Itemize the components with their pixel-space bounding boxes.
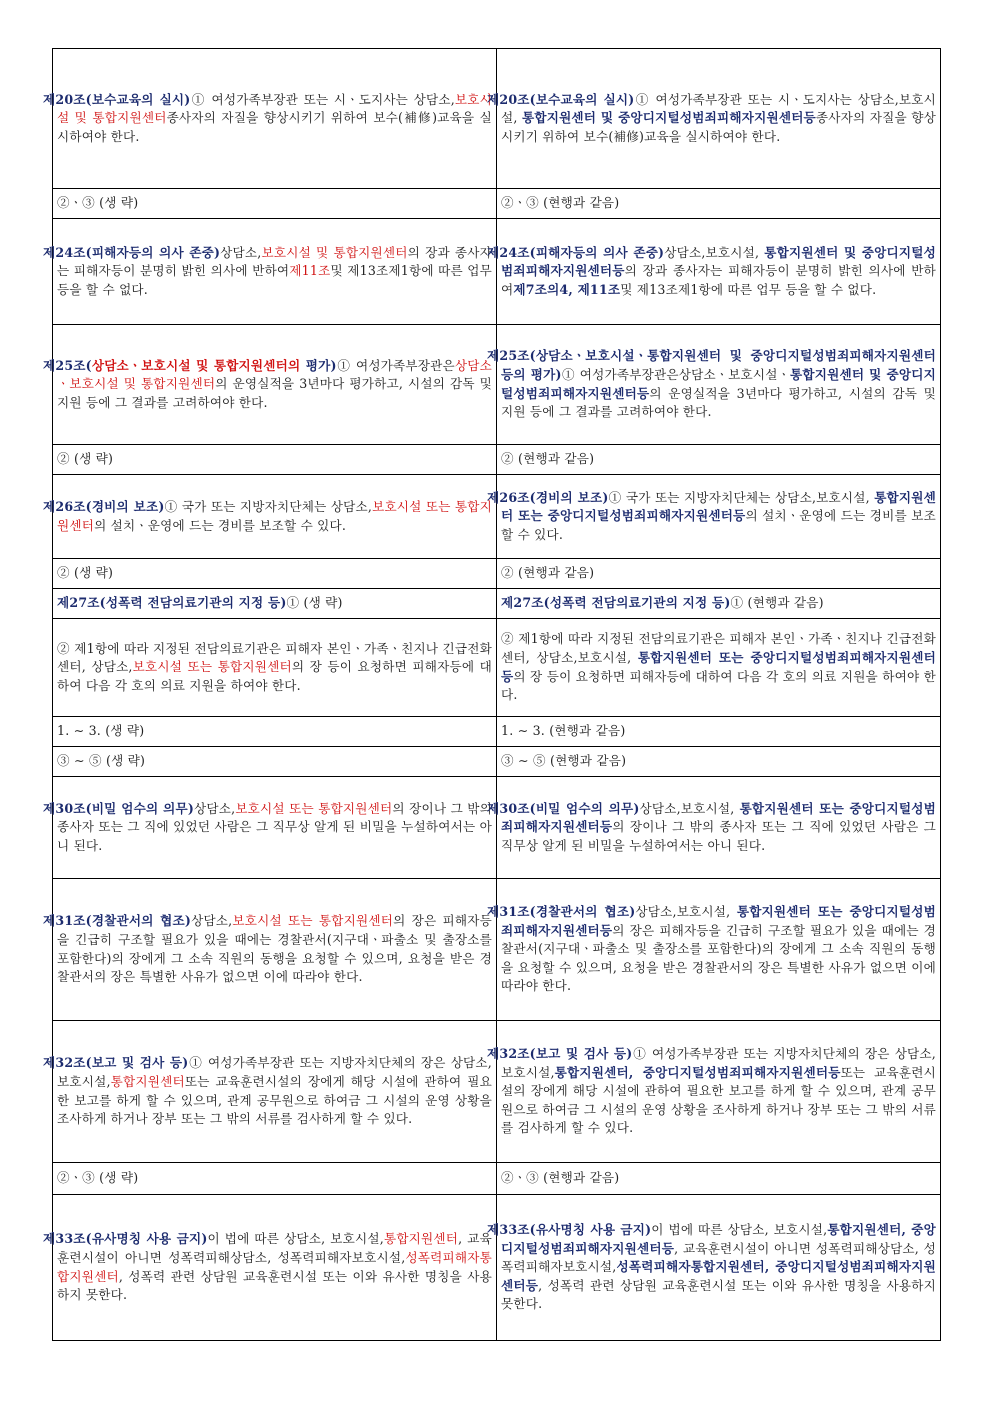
article-title: 제31조(경찰관서의 협조) (487, 904, 636, 920)
amended-text: 통합지원센터 및 중앙디지털성범죄피해자지원센터등 (521, 110, 816, 126)
article-text: ② 제1항에 따라 지정된 전담의료기관은 피해자 본인ㆍ가족ㆍ친지나 긴급전화센터, 상담소, (57, 640, 492, 675)
deleted-text: 제11조 (289, 263, 331, 279)
amendment-cell (487, 475, 941, 559)
deleted-text: 보호시설 또는 통합지원센터 (132, 659, 292, 675)
amended-text: 통합지원센터, 중앙디지털성범죄피해자지원센터등 (554, 1064, 841, 1080)
current-law-cell (53, 589, 497, 619)
deleted-text: 보호시설 또는 통합지원센터 (235, 800, 393, 816)
article-text: 상담소, (220, 244, 262, 260)
article-text: 의 장 등이 요청하면 피해자등에 대하여 다음 각 호의 의료 지원을 하여야 한다. (501, 668, 936, 703)
current-law-cell: ②ㆍ③ (생 략) (53, 1163, 497, 1195)
current-law-cell (43, 1021, 497, 1163)
current-law-cell (43, 49, 497, 189)
table-row (53, 475, 941, 559)
article-text: 상담소, (191, 913, 233, 929)
amended-text: 성폭력피해자통합지원센터, 중앙디지털성범죄피해자지원센터등 (501, 1259, 936, 1293)
deleted-text: 보호시설 및 통합지원센터 (57, 91, 493, 126)
article-text: , 성폭력 관련 상담원 교육훈련시설 또는 이와 유사한 명칭을 사용하지 못한다. (501, 1277, 936, 1312)
article-text: ① 여성가족부장관은 (336, 357, 455, 373)
amendment-cell (487, 325, 941, 445)
article-title: 제33조(유사명칭 사용 금지) (487, 1222, 652, 1238)
article-text: 의 장과 종사자는 피해자등이 분명히 밝힌 의사에 반하여 (57, 244, 492, 279)
article-title: 제31조(경찰관서의 협조) (43, 913, 192, 929)
article-text: ① 여성가족부장관 또는 지방자치단체의 장은 상담소, 보호시설, (57, 1055, 492, 1089)
amended-text: 통합지원센터 또는 중앙디지털성범죄피해자지원센터등 (501, 489, 937, 524)
article-title: 제24조(피해자등의 의사 존중) (487, 244, 665, 260)
amendment-cell (497, 589, 941, 619)
article-text: ① 국가 또는 지방자치단체는 상담소, (164, 498, 373, 514)
current-law-cell (43, 219, 497, 325)
article-text: 및 제13조제1항에 따른 업무 등을 할 수 없다. (57, 263, 492, 297)
amendment-cell: ②ㆍ③ (현행과 같음) (497, 189, 941, 219)
table-row (53, 777, 941, 879)
article-title: 제32조(보고 및 검사 등) (487, 1046, 633, 1062)
article-title: 제33조(유사명칭 사용 금지) (43, 1231, 208, 1247)
article-text: 종사자의 자질을 향상시키기 위하여 보수(補修)교육을 실시하여야 한다. (501, 110, 936, 144)
article-text: ① (현행과 같음) (730, 595, 824, 611)
table-row (53, 219, 941, 325)
article-text: 의 운영실적을 3년마다 평가하고, 시설의 감독 및 지원 등에 그 결과를 고려하여야 한다. (501, 385, 936, 420)
deleted-text: 통합지원센터 (383, 1231, 459, 1247)
article-text: 상담소,보호시설, (635, 904, 737, 920)
article-title: 제20조(보수교육의 실시) (487, 91, 635, 107)
article-text: 의 장과 종사자는 피해자등이 분명히 밝힌 의사에 반하여 (501, 263, 936, 297)
table-row (53, 879, 941, 1021)
article-text: 상담소, (194, 800, 236, 816)
article-text: 의 장 등이 요청하면 피해자등에 대하여 다음 각 호의 의료 지원을 하여야 한다. (57, 659, 492, 693)
table-row (53, 445, 941, 475)
article-text: ① 여성가족부장관은상담소ㆍ보호시설ㆍ (561, 366, 791, 382)
amended-text: 통합지원센터, 중앙디지털성범죄피해자지원센터등 (501, 1222, 937, 1256)
article-text: , 교육훈련시설이 아니면 성폭력피해상담소, 성폭력피해자보호시설, (57, 1231, 493, 1265)
amended-text: 제7조의4, 제11조 (513, 281, 621, 297)
current-law-cell: 1. ∼ 3. (생 략) (53, 717, 497, 747)
amendment-cell (487, 1021, 941, 1163)
deleted-text: 성폭력피해자통합지원센터 (57, 1249, 492, 1284)
article-text: 상담소,보호시설, (664, 244, 765, 260)
deleted-text: 보호시설 또는 통합지원센터 (57, 498, 492, 533)
amended-text: 통합지원센터 및 중앙디지털성범죄피해자지원센터등 (501, 244, 937, 279)
table-row (53, 325, 941, 445)
current-law-cell: ② (생 략) (53, 445, 497, 475)
amendment-cell (487, 219, 941, 325)
article-title: 제26조(경비의 보조) (487, 489, 609, 505)
article-title: 제24조(피해자등의 의사 존중) (43, 244, 221, 260)
amendment-cell: ②ㆍ③ (현행과 같음) (497, 1163, 941, 1195)
amendment-cell: ② (현행과 같음) (497, 559, 941, 589)
article-text: 이 법에 따른 상담소, 보호시설, (207, 1231, 384, 1247)
amended-text: 통합지원센터 또는 중앙디지털성범죄피해자지원센터등 (501, 649, 937, 684)
current-law-cell: ③ ∼ ⑤ (생 략) (53, 747, 497, 777)
deleted-text: 통합지원센터 (110, 1073, 185, 1089)
article-text: 의 장이나 그 밖의 종사자 또는 그 직에 있었던 사람은 그 직무상 알게 된 비밀을 누설하여서는 아니 된다. (57, 800, 493, 853)
current-law-cell (43, 475, 497, 559)
article-text: , 교육훈련시설이 아니면 성폭력피해상담소, 성폭력피해자보호시설, (501, 1240, 936, 1275)
amendment-cell (487, 1195, 941, 1341)
table-row (53, 559, 941, 589)
article-title: 제25조(상담소ㆍ보호시설ㆍ (487, 348, 648, 364)
deleted-title: 상담소ㆍ보호시설 및 통합지원센터의 (91, 357, 301, 373)
article-text: ① (생 략) (286, 595, 343, 611)
amendment-cell (487, 879, 941, 1021)
amended-title: 통합지원센터 및 중앙디지털성범죄피해자지원센터등 (501, 348, 936, 382)
article-title: 제32조(보고 및 검사 등) (43, 1055, 189, 1071)
amendment-cell (487, 49, 941, 189)
table-row (53, 717, 941, 747)
amendment-cell (497, 619, 941, 717)
table-row (53, 49, 941, 189)
article-title: 제20조(보수교육의 실시) (43, 91, 191, 107)
table-row (53, 1195, 941, 1341)
current-law-cell: ② (생 략) (53, 559, 497, 589)
current-law-cell (53, 619, 497, 717)
article-text: 종사자의 자질을 향상시키기 위하여 보수(補修)교육을 실시하여야 한다. (57, 110, 492, 144)
article-title: 의 평가) (513, 366, 562, 382)
current-law-cell: ②ㆍ③ (생 략) (53, 189, 497, 219)
table-row (53, 619, 941, 717)
article-text: 또는 교육훈련시설의 장에게 해당 시설에 관하여 필요한 보고를 하게 할 수 있으며, 관계 공무원으로 하여금 그 시설의 운영 상황을 조사하게 하거나 장부 또는 그 밖의 서류를 검사하게 할 수 있다. (57, 1073, 492, 1127)
current-law-cell (43, 325, 497, 445)
article-title: 제26조(경비의 보조) (43, 498, 165, 514)
amendment-cell: 1. ∼ 3. (현행과 같음) (497, 717, 941, 747)
article-title: 제30조(비밀 엄수의 의무) (487, 800, 640, 816)
amendment-cell: ② (현행과 같음) (497, 445, 941, 475)
article-text: 의 설치ㆍ운영에 드는 경비를 보조할 수 있다. (94, 517, 347, 533)
article-text: ① 국가 또는 지방자치단체는 상담소,보호시설, (608, 489, 875, 505)
deleted-text: 보호시설 및 통합지원센터 (261, 244, 408, 260)
table-row (53, 189, 941, 219)
amendment-cell (487, 777, 941, 879)
amended-text: 통합지원센터 또는 중앙디지털성범죄피해자지원센터등 (501, 800, 937, 835)
article-text: 의 장은 피해자등을 긴급히 구조할 필요가 있을 때에는 경찰관서(지구대ㆍ파출소 및 출장소를 포함한다)의 장에게 그 소속 직원의 동행을 요청할 수 있으며, 요청을 받은 경찰관서의 장은 특별한 사유가 없으면 이에 따라야 한다. (501, 922, 936, 994)
amended-text: 통합지원센터 및 중앙디지털성범죄피해자지원센터등 (501, 366, 936, 401)
deleted-text: 보호시설 또는 통합지원센터 (232, 913, 394, 929)
article-text: 의 장은 피해자등을 긴급히 구조할 필요가 있을 때에는 경찰관서(지구대ㆍ파출소 및 출장소를 포함한다)의 장에게 그 소속 직원의 동행을 요청할 수 있으며, 요청을 받은 경찰관서의 장은 특별한 사유가 없으면 이에 따라야 한다. (57, 913, 492, 985)
comparison-table (43, 48, 941, 1341)
deleted-text: 상담소ㆍ보호시설 및 통합지원센터 (57, 357, 492, 392)
article-title: 제27조(성폭력 전담의료기관의 지정 등) (501, 595, 731, 611)
article-text: 이 법에 따른 상담소, 보호시설, (651, 1222, 828, 1238)
article-title: 제27조(성폭력 전담의료기관의 지정 등) (57, 595, 287, 611)
article-text: ① 여성가족부장관 또는 시ㆍ도지사는 상담소,보호시설, (501, 91, 936, 126)
amendment-cell: ③ ∼ ⑤ (현행과 같음) (497, 747, 941, 777)
current-law-cell (43, 879, 497, 1021)
article-text: ① 여성가족부장관 또는 시ㆍ도지사는 상담소, (190, 91, 455, 107)
current-law-cell (43, 1195, 497, 1341)
article-text: 또는 교육훈련시설의 장에게 해당 시설에 관하여 필요한 보고를 하게 할 수 있으며, 관계 공무원으로 하여금 그 시설의 운영 상황을 조사하게 하거나 장부 또는 그 밖의 서류를 검사하게 할 수 있다. (501, 1064, 936, 1136)
article-text: 의 설치ㆍ운영에 드는 경비를 보조할 수 있다. (501, 508, 936, 542)
table-row (53, 747, 941, 777)
article-title: 제30조(비밀 엄수의 의무) (43, 800, 194, 816)
article-title: 평가) (300, 357, 337, 373)
table-row (53, 1163, 941, 1195)
amended-text: 통합지원센터 또는 중앙디지털성범죄피해자지원센터등 (501, 904, 937, 938)
article-text: 상담소,보호시설, (639, 800, 740, 816)
article-text: ① 여성가족부장관 또는 지방자치단체의 장은 상담소, 보호시설, (501, 1046, 936, 1080)
article-text: 및 제13조제1항에 따른 업무 등을 할 수 없다. (620, 281, 877, 297)
article-text: 의 운영실적을 3년마다 평가하고, 시설의 감독 및 지원 등에 그 결과를 고려하여야 한다. (57, 376, 492, 410)
article-text: 의 장이나 그 밖의 종사자 또는 그 직에 있었던 사람은 그 직무상 알게 된 비밀을 누설하여서는 아니 된다. (501, 819, 936, 853)
table-row (53, 1021, 941, 1163)
article-text: , 성폭력 관련 상담원 교육훈련시설 또는 이와 유사한 명칭을 사용하지 못한다. (57, 1268, 492, 1303)
article-text: ② 제1항에 따라 지정된 전담의료기관은 피해자 본인ㆍ가족ㆍ친지나 긴급전화센터, 상담소,보호시설, (501, 631, 936, 665)
current-law-cell (43, 777, 497, 879)
table-row (53, 589, 941, 619)
article-title: 제25조( (43, 357, 92, 373)
